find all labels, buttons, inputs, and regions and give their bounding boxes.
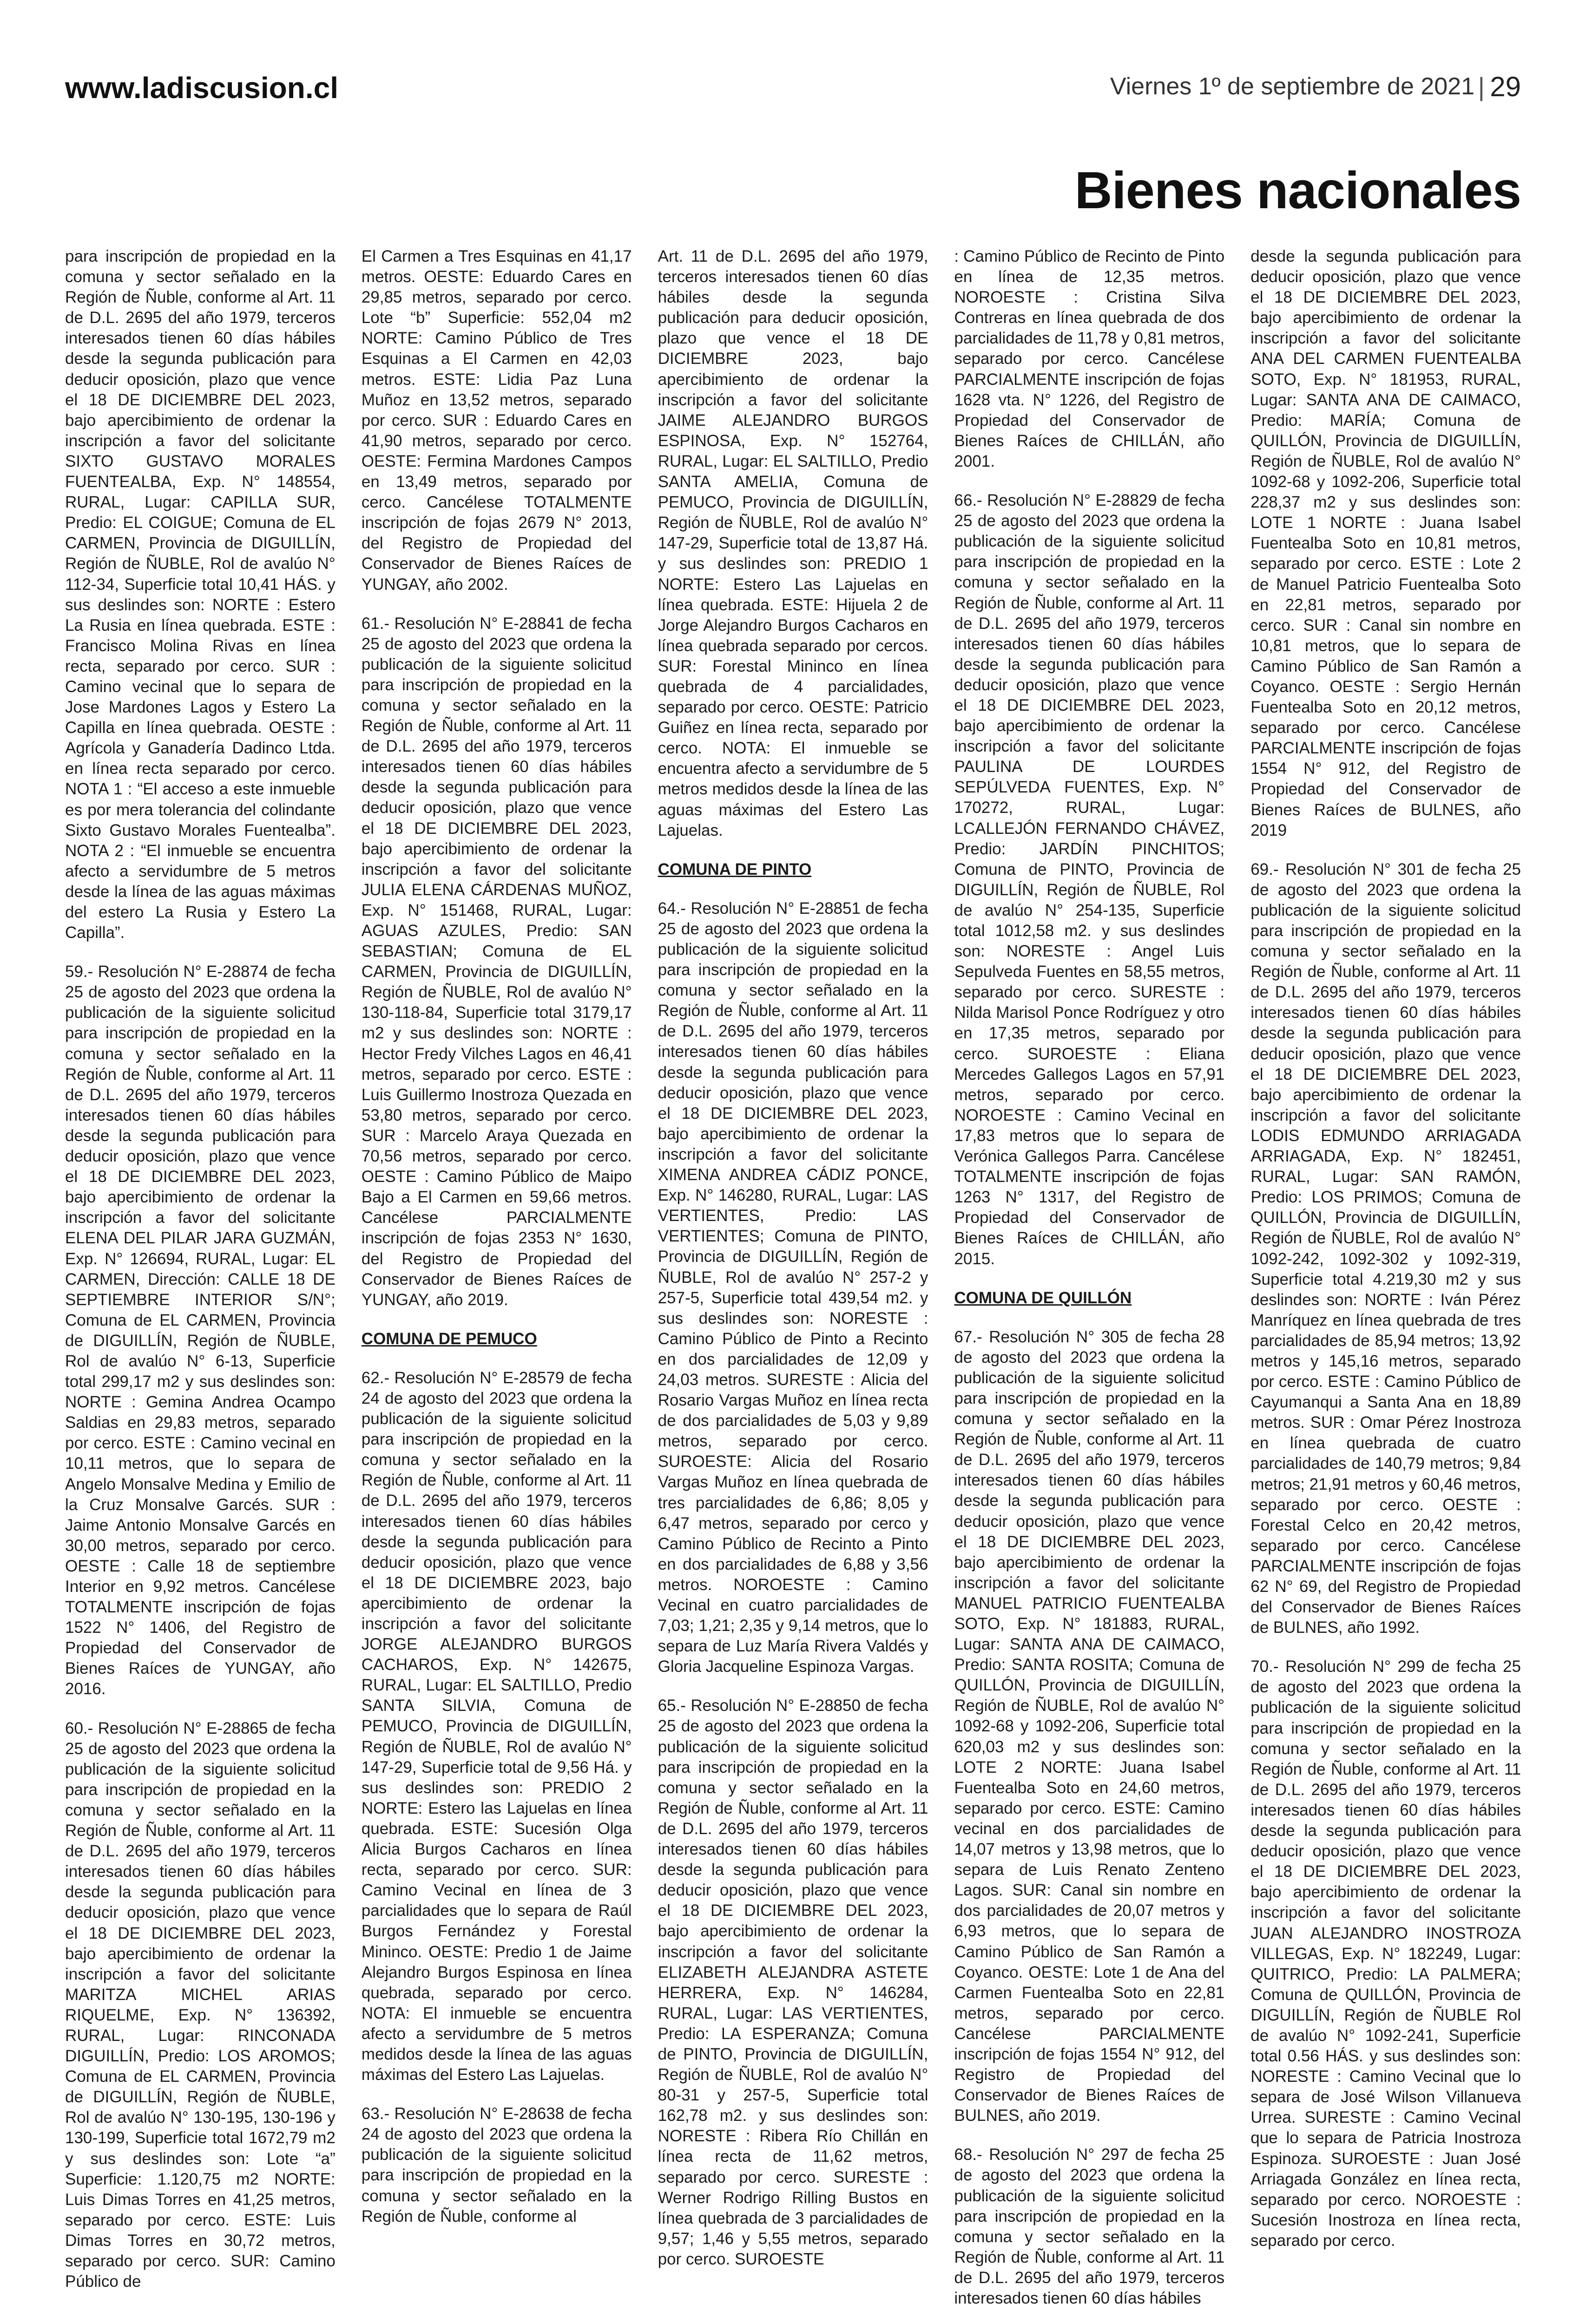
notice-paragraph: 66.- Resolución N° E-28829 de fecha 25 de agosto del 2023 que ordena la publicación de la siguiente solicitud para inscripción de propiedad en la comuna y sector señalado en la Región de Ñuble, conforme al Art. 11 de D.L. 2695 del año 1979, terceros interesados tienen 60 días hábiles desde la segunda publicación para deducir oposición, plazo que vence el 18 DE DICIEMBRE DEL 2023, bajo apercibimiento de ordenar la inscripción a favor del solicitante PAULINA DE LOURDES SEPÚLVEDA FUENTES, Exp. N° 170272, RURAL, Lugar: LCALLEJÓN FERNANDO CHÁVEZ, Predio: JARDÍN PINCHITOS; Comuna de PINTO, Provincia de DIGUILLÍN, Región de ÑUBLE, Rol de avalúo N° 254-135, Superficie total 1012,58 m2. y sus deslindes son: NORESTE : Angel Luis Sepulveda Fuentes en 58,55 metros, separado por cerco. SURESTE : Nilda Marisol Ponce Rodríguez y otro en 17,35 metros, separado por cerco. SUROESTE : Eliana Mercedes Gallegos Lagos en 57,91 metros, separado por cerco. NOROESTE : Camino Vecinal en 17,83 metros que lo separa de Verónica Gallegos Parra. Cancélese TOTALMENTE inscripción de fojas 1263 N° 1317, del Registro de Propiedad del Conservador de Bienes Raíces de CHILLÁN, año 2015. [954,491,1225,1268]
notice-paragraph: 65.- Resolución N° E-28850 de fecha 25 de agosto del 2023 que ordena la publicación de la siguiente solicitud para inscripción de propiedad en la comuna y sector señalado en la Región de Ñuble, conforme al Art. 11 de D.L. 2695 del año 1979, terceros interesados tienen 60 días hábiles desde la segunda publicación para deducir oposición, plazo que vence el 18 DE DICIEMBRE DEL 2023, bajo apercibimiento de ordenar la inscripción a favor del solicitante ELIZABETH ALEJANDRA ASTETE HERRERA, Exp. N° 146284, RURAL, Lugar: LAS VERTIENTES, Predio: LA ESPERANZA; Comuna de PINTO, Provincia de DIGUILLÍN, Región de ÑUBLE, Rol de avalúo N° 80-31 y 257-5, Superficie total 162,78 m2. y sus deslindes son: NORESTE : Ribera Río Chillán en línea recta de 11,62 metros, separado por cerco. SURESTE : Werner Rodrigo Rilling Bustos en línea quebrada de 3 parcialidades de 9,57; 1,46 y 5,55 metros, separado por cerco. SUROESTE [658,1697,928,2268]
site-url[interactable]: www.ladiscusion.cl [65,71,338,105]
commune-heading: COMUNA DE QUILLÓN [954,1288,1132,1307]
commune-heading: COMUNA DE PEMUCO [361,1329,537,1348]
notice-paragraph: 61.- Resolución N° E-28841 de fecha 25 de agosto del 2023 que ordena la publicación de la siguiente solicitud para inscripción de propiedad en la comuna y sector señalado en la Región de Ñuble, conforme al Art. 11 de D.L. 2695 del año 1979, terceros interesados tienen 60 días hábiles desde la segunda publicación para deducir oposición, plazo que vence el 18 DE DICIEMBRE DEL 2023, bajo apercibimiento de ordenar la inscripción a favor del solicitante JULIA ELENA CÁRDENAS MUÑOZ, Exp. N° 151468, RURAL, Lugar: AGUAS AZULES, Predio: SAN SEBASTIAN; Comuna de EL CARMEN, Provincia de DIGUILLÍN, Región de ÑUBLE, Rol de avalúo N° 130-118-84, Superficie total 3179,17 m2 y sus deslindes son: NORTE : Hector Fredy Vilches Lagos en 46,41 metros, separado por cerco. ESTE : Luis Guillermo Inostroza Quezada en 53,80 metros, separado por cerco. SUR : Marcelo Araya Quezada en 70,56 metros, separado por cerco. OESTE : Camino Público de Maipo Bajo a El Carmen en 59,66 metros. Cancélese PARCIALMENTE inscripción de fojas 2353 N° 1630, del Registro de Propiedad del Conservador de Bienes Raíces de YUNGAY, año 2019. [361,614,632,1309]
notice-paragraph: Art. 11 de D.L. 2695 del año 1979, terceros interesados tienen 60 días hábiles desde la segunda publicación para deducir oposición, plazo que vence el 18 DE DICIEMBRE 2023, bajo apercibimiento de ordenar la inscripción a favor del solicitante JAIME ALEJANDRO BURGOS ESPINOSA, Exp. N° 152764, RURAL, Lugar: EL SALTILLO, Predio SANTA AMELIA, Comuna de PEMUCO, Provincia de DIGUILLÍN, Región de ÑUBLE, Rol de avalúo N° 147-29, Superficie total de 13,87 Há. y sus deslindes son: PREDIO 1 NORTE: Estero Las Lajuelas en línea quebrada. ESTE: Hijuela 2 de Jorge Alejandro Burgos Cacharos en línea quebrada separado por cercos. SUR: Forestal Mininco en línea quebrada de 4 parcialidades, separado por cerco. OESTE: Patricio Guiñez en línea recta, separado por cerco. NOTA: El inmueble se encuentra afecto a servidumbre de 5 metros medidos desde la línea de las aguas máximas del Estero Las Lajuelas. [658,247,928,839]
notice-paragraph: 60.- Resolución N° E-28865 de fecha 25 de agosto del 2023 que ordena la publicación de la siguiente solicitud para inscripción de propiedad en la comuna y sector señalado en la Región de Ñuble, conforme al Art. 11 de D.L. 2695 del año 1979, terceros interesados tienen 60 días hábiles desde la segunda publicación para deducir oposición, plazo que vence el 18 DE DICIEMBRE DEL 2023, bajo apercibimiento de ordenar la inscripción a favor del solicitante MARITZA MICHEL ARIAS RIQUELME, Exp. N° 136392, RURAL, Lugar: RINCONADA DIGUILLÍN, Predio: LOS AROMOS; Comuna de EL CARMEN, Provincia de DIGUILLÍN, Región de ÑUBLE, Rol de avalúo N° 130-195, 130-196 y 130-199, Superficie total 1672,79 m2 y sus deslindes son: Lote “a” Superficie: 1.120,75 m2 NORTE: Luis Dimas Torres en 41,25 metros, separado por cerco. ESTE: Luis Dimas Torres en 30,72 metros, separado por cerco. SUR: Camino Público de [65,1719,336,2291]
notice-paragraph: desde la segunda publicación para deducir oposición, plazo que vence el 18 DE DICIEMBRE DEL 2023, bajo apercibimiento de ordenar la inscripción a favor del solicitante ANA DEL CARMEN FUENTEALBA SOTO, Exp. N° 181953, RURAL, Lugar: SANTA ANA DE CAIMACO, Predio: MARÍA; Comuna de QUILLÓN, Provincia de DIGUILLÍN, Región de ÑUBLE, Rol de avalúo N° 1092-68 y 1092-206, Superficie total 228,37 m2 y sus deslindes son: LOTE 1 NORTE : Juana Isabel Fuentealba Soto en 10,81 metros, separado por cerco. ESTE : Lote 2 de Manuel Patricio Fuentealba Soto en 22,81 metros, separado por cerco. SUR : Canal sin nombre en 10,81 metros, que lo separa de Camino Público de San Ramón a Coyanco. OESTE : Sergio Hernán Fuentealba Soto en 20,12 metros, separado por cerco. Cancélese PARCIALMENTE inscripción de fojas 1554 N° 912, del Registro de Propiedad del Conservador de Bienes Raíces de BULNES, año 2019 [1250,247,1521,839]
notice-paragraph: 70.- Resolución N° 299 de fecha 25 de agosto del 2023 que ordena la publicación de la siguiente solicitud para inscripción de propiedad en la comuna y sector señalado en la Región de Ñuble, conforme al Art. 11 de D.L. 2695 del año 1979, terceros interesados tienen 60 días hábiles desde la segunda publicación para deducir oposición, plazo que vence el 18 DE DICIEMBRE DEL 2023, bajo apercibimiento de ordenar la inscripción a favor del solicitante JUAN ALEJANDRO INOSTROZA VILLEGAS, Exp. N° 182249, Lugar: QUITRICO, Predio: LA PALMERA; Comuna de QUILLÓN, Provincia de DIGUILLÍN, Región de ÑUBLE Rol de avalúo N° 1092-241, Superficie total 0.56 HÁS. y sus deslindes son: NORESTE : Camino Vecinal que lo separa de José Wilson Villanueva Urrea. SURESTE : Camino Vecinal que lo separa de Patricia Inostroza Espinoza. SUROESTE : Juan José Arriagada González en línea recta, separado por cerco. NOROESTE : Sucesión Inostroza en línea recta, separado por cerco. [1250,1657,1521,2250]
column-4 [954,246,1224,2324]
notice-paragraph: 67.- Resolución N° 305 de fecha 28 de agosto del 2023 que ordena la publicación de la siguiente solicitud para inscripción de propiedad en la comuna y sector señalado en la Región de Ñuble, conforme al Art. 11 de D.L. 2695 del año 1979, terceros interesados tienen 60 días hábiles desde la segunda publicación para deducir oposición, plazo que vence el 18 DE DICIEMBRE DEL 2023, bajo apercibimiento de ordenar la inscripción a favor del solicitante MANUEL PATRICIO FUENTEALBA SOTO, Exp. N° 181883, RURAL, Lugar: SANTA ANA DE CAIMACO, Predio: SANTA ROSITA; Comuna de QUILLÓN, Provincia de DIGUILLÍN, Región de ÑUBLE, Rol de avalúo N° 1092-68 y 1092-206, Superficie total 620,03 m2 y sus deslindes son: LOTE 2 NORTE: Juana Isabel Fuentealba Soto en 24,60 metros, separado por cerco. ESTE: Camino vecinal en dos parcialidades de 14,07 metros y 13,98 metros, que lo separa de Luis Renato Zenteno Lagos. SUR: Canal sin nombre en dos parcialidades de 20,07 metros y 6,93 metros, que lo separa de Camino Público de San Ramón a Coyanco. OESTE: Lote 1 de Ana del Carmen Fuentealba Soto en 22,81 metros, separado por cerco. Cancélese PARCIALMENTE inscripción de fojas 1554 N° 912, del Registro de Propiedad del Conservador de Bienes Raíces de BULNES, año 2019. [954,1327,1225,2125]
notice-paragraph: para inscripción de propiedad en la comuna y sector señalado en la Región de Ñuble, conforme al Art. 11 de D.L. 2695 del año 1979, terceros interesados tienen 60 días hábiles desde la segunda publicación para deducir oposición, plazo que vence el 18 DE DICIEMBRE DEL 2023, bajo apercibimiento de ordenar la inscripción a favor del solicitante SIXTO GUSTAVO MORALES FUENTEALBA, Exp. N° 148554, RURAL, Lugar: CAPILLA SUR, Predio: EL COIGUE; Comuna de EL CARMEN, Provincia de DIGUILLÍN, Región de ÑUBLE, Rol de avalúo N° 112-34, Superficie total 10,41 HÁS. y sus deslindes son: NORTE : Estero La Rusia en línea quebrada. ESTE : Francisco Molina Rivas en línea recta, separado por cerco. SUR : Camino vecinal que lo separa de Jose Mardones Lagos y Estero La Capilla en línea quebrada. OESTE : Agrícola y Ganadería Dadinco Ltda. en línea recta separado por cerco. NOTA 1 : “El acceso a este inmueble es por mera tolerancia del colindante Sixto Gustavo Morales Fuentealba”. NOTA 2 : “El inmueble se encuentra afecto a servidumbre de 5 metros desde la línea de las aguas máximas del estero La Rusia y Estero La Capilla”. [65,247,336,942]
article-columns [65,246,1521,2307]
masthead [65,70,1521,107]
page-number: 29 [1490,71,1521,102]
notice-paragraph: 63.- Resolución N° E-28638 de fecha 24 de agosto del 2023 que ordena la publicación de la siguiente solicitud para inscripción de propiedad en la comuna y sector señalado en la Región de Ñuble, conforme al [361,2105,632,2225]
commune-heading: COMUNA DE PINTO [658,860,812,878]
column-5 [1250,246,1521,2324]
column-1 [65,246,336,2324]
section-title: Bienes nacionales [1074,161,1521,220]
column-3 [658,246,928,2324]
page-separator: | [1478,72,1485,101]
notice-paragraph: 69.- Resolución N° 301 de fecha 25 de agosto del 2023 que ordena la publicación de la siguiente solicitud para inscripción de propiedad en la comuna y sector señalado en la Región de Ñuble, conforme al Art. 11 de D.L. 2695 del año 1979, terceros interesados tienen 60 días hábiles desde la segunda publicación para deducir oposición, plazo que vence el 18 DE DICIEMBRE DEL 2023, bajo apercibimiento de ordenar la inscripción a favor del solicitante LODIS EDMUNDO ARRIAGADA ARRIAGADA, Exp. N° 182451, RURAL, Lugar: SAN RAMÓN, Predio: LOS PRIMOS; Comuna de QUILLÓN, Provincia de DIGUILLÍN, Región de ÑUBLE, Rol de avalúo N° 1092-242, 1092-302 y 1092-319, Superficie total 4.219,30 m2 y sus deslindes son: NORTE : Iván Pérez Manríquez en línea quebrada de tres parcialidades de 85,94 metros; 13,92 metros y 145,16 metros, separado por cerco. ESTE : Camino Público de Cayumanqui a Santa Ana en 18,89 metros. SUR : Omar Pérez Inostroza en línea quebrada de cuatro parcialidades de 140,79 metros; 9,84 metros; 21,91 metros y 60,46 metros, separado por cerco. OESTE : Forestal Celco en 20,42 metros, separado por cerco. Cancélese PARCIALMENTE inscripción de fojas 62 N° 69, del Registro de Propiedad del Conservador de Bienes Raíces de BULNES, año 1992. [1250,860,1521,1637]
notice-paragraph: : Camino Público de Recinto de Pinto en línea de 12,35 metros. NOROESTE : Cristina Silva Contreras en línea quebrada de dos parcialidades de 11,78 y 0,81 metros, separado por cerco. Cancélese PARCIALMENTE inscripción de fojas 1628 vta. N° 1226, del Registro de Propiedad del Conservador de Bienes Raíces de CHILLÁN, año 2001. [954,247,1225,470]
notice-paragraph: 68.- Resolución N° 297 de fecha 25 de agosto del 2023 que ordena la publicación de la siguiente solicitud para inscripción de propiedad en la comuna y sector señalado en la Región de Ñuble, conforme al Art. 11 de D.L. 2695 del año 1979, terceros interesados tienen 60 días hábiles [954,2146,1225,2307]
notice-paragraph: 59.- Resolución N° E-28874 de fecha 25 de agosto del 2023 que ordena la publicación de la siguiente solicitud para inscripción de propiedad en la comuna y sector señalado en la Región de Ñuble, conforme al Art. 11 de D.L. 2695 del año 1979, terceros interesados tienen 60 días hábiles desde la segunda publicación para deducir oposición, plazo que vence el 18 DE DICIEMBRE DEL 2023, bajo apercibimiento de ordenar la inscripción a favor del solicitante ELENA DEL PILAR JARA GUZMÁN, Exp. N° 126694, RURAL, Lugar: EL CARMEN, Dirección: CALLE 18 DE SEPTIEMBRE INTERIOR S/N°; Comuna de EL CARMEN, Provincia de DIGUILLÍN, Región de ÑUBLE, Rol de avalúo N° 6-13, Superficie total 299,17 m2 y sus deslindes son: NORTE : Gemina Andrea Ocampo Saldias en 29,83 metros, separado por cerco. ESTE : Camino vecinal en 10,11 metros, que lo separa de Angelo Monsalve Medina y Emilio de la Cruz Monsalve Garcés. SUR : Jaime Antonio Monsalve Garcés en 30,00 metros, separado por cerco. OESTE : Calle 18 de septiembre Interior en 9,92 metros. Cancélese TOTALMENTE inscripción de fojas 1522 N° 1406, del Registro de Propiedad del Conservador de Bienes Raíces de YUNGAY, año 2016. [65,963,336,1698]
notice-paragraph: El Carmen a Tres Esquinas en 41,17 metros. OESTE: Eduardo Cares en 29,85 metros, separado por cerco. Lote “b” Superficie: 552,04 m2 NORTE: Camino Público de Tres Esquinas a El Carmen en 42,03 metros. ESTE: Lidia Paz Luna Muñoz en 13,52 metros, separado por cerco. SUR : Eduardo Cares en 41,90 metros, separado por cerco. OESTE: Fermina Mardones Campos en 13,49 metros, separado por cerco. Cancélese TOTALMENTE inscripción de fojas 2679 N° 2013, del Registro de Propiedad del Conservador de Bienes Raíces de YUNGAY, año 2002. [361,247,632,594]
column-2 [362,246,632,2324]
notice-paragraph: 64.- Resolución N° E-28851 de fecha 25 de agosto del 2023 que ordena la publicación de la siguiente solicitud para inscripción de propiedad en la comuna y sector señalado en la Región de Ñuble, conforme al Art. 11 de D.L. 2695 del año 1979, terceros interesados tienen 60 días hábiles desde la segunda publicación para deducir oposición, plazo que vence el 18 DE DICIEMBRE DEL 2023, bajo apercibimiento de ordenar la inscripción a favor del solicitante XIMENA ANDREA CÁDIZ PONCE, Exp. N° 146280, RURAL, Lugar: LAS VERTIENTES, Predio: LAS VERTIENTES; Comuna de PINTO, Provincia de DIGUILLÍN, Región de ÑUBLE, Rol de avalúo N° 257-2 y 257-5, Superficie total 439,54 m2. y sus deslindes son: NORESTE : Camino Público de Pinto a Recinto en dos parcialidades de 12,09 y 24,03 metros. SURESTE : Alicia del Rosario Vargas Muñoz en línea recta de dos parcialidades de 5,03 y 9,89 metros, separado por cerco. SUROESTE: Alicia del Rosario Vargas Muñoz en línea quebrada de tres parcialidades de 6,86; 8,05 y 6,47 metros, separado por cerco y Camino Público de Recinto a Pinto en dos parcialidades de 6,88 y 3,56 metros. NOROESTE : Camino Vecinal en cuatro parcialidades de 7,03; 1,21; 2,35 y 9,14 metros, que lo separa de Luz María Rivera Valdés y Gloria Jacqueline Espinoza Vargas. [658,899,928,1676]
notice-paragraph: 62.- Resolución N° E-28579 de fecha 24 de agosto del 2023 que ordena la publicación de la siguiente solicitud para inscripción de propiedad en la comuna y sector señalado en la Región de Ñuble, conforme al Art. 11 de D.L. 2695 del año 1979, terceros interesados tienen 60 días hábiles desde la segunda publicación para deducir oposición, plazo que vence el 18 DE DICIEMBRE 2023, bajo apercibimiento de ordenar la inscripción a favor del solicitante JORGE ALEJANDRO BURGOS CACHAROS, Exp. N° 142675, RURAL, Lugar: EL SALTILLO, Predio SANTA SILVIA, Comuna de PEMUCO, Provincia de DIGUILLÍN, Región de ÑUBLE, Rol de avalúo N° 147-29, Superficie total de 9,56 Há. y sus deslindes son: PREDIO 2 NORTE: Estero las Lajuelas en línea quebrada. ESTE: Sucesión Olga Alicia Burgos Cacharos en línea recta, separado por cerco. SUR: Camino Vecinal en línea de 3 parcialidades que lo separa de Raúl Burgos Fernández y Forestal Mininco. OESTE: Predio 1 de Jaime Alejandro Burgos Espinosa en línea quebrada, separado por cerco. NOTA: El inmueble se encuentra afecto a servidumbre de 5 metros medidos desde la línea de las aguas máximas del Estero Las Lajuelas. [361,1368,632,2084]
issue-date: Viernes 1º de septiembre de 2021 [1110,73,1474,100]
